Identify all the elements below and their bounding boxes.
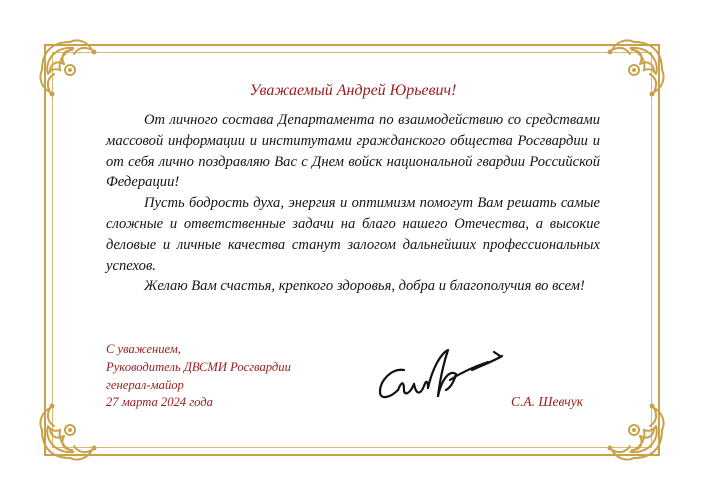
corner-ornament-bottom-left <box>34 392 108 466</box>
signer-position: Руководитель ДВСМИ Росгвардии <box>106 359 291 374</box>
handwritten-signature <box>370 340 510 420</box>
paragraph-congratulation: От личного состава Департамента по взаимодействию со средствами массовой информации и институтами гражданского общества Росгвардии и от себя лично поздравляю Вас с Днем войск национальной гвардии Российской Федерации! <box>106 112 600 191</box>
signature-block <box>106 341 291 412</box>
paragraph-closing-wish: Желаю Вам счастья, крепкого здоровья, добра и благополучия во всем! <box>144 278 585 295</box>
letter-date: 27 марта 2024 года <box>106 395 213 410</box>
signer-rank: генерал-майор <box>106 377 184 392</box>
corner-ornament-top-right <box>596 34 670 108</box>
corner-ornament-top-left <box>34 34 108 108</box>
greeting: Уважаемый Андрей Юрьевич! <box>249 82 457 99</box>
corner-ornament-bottom-right <box>596 392 670 466</box>
closing-phrase: С уважением, <box>106 342 181 356</box>
signer-name: С.А. Шевчук <box>511 394 584 409</box>
paragraph-wishes: Пусть бодрость духа, энергия и оптимизм помогут Вам решать самые сложные и ответственные задачи на благо нашего Отечества, а высокие деловые и личные качества станут залогом дальнейших профессиональных успехов. <box>106 195 600 274</box>
letter-body <box>106 82 600 297</box>
